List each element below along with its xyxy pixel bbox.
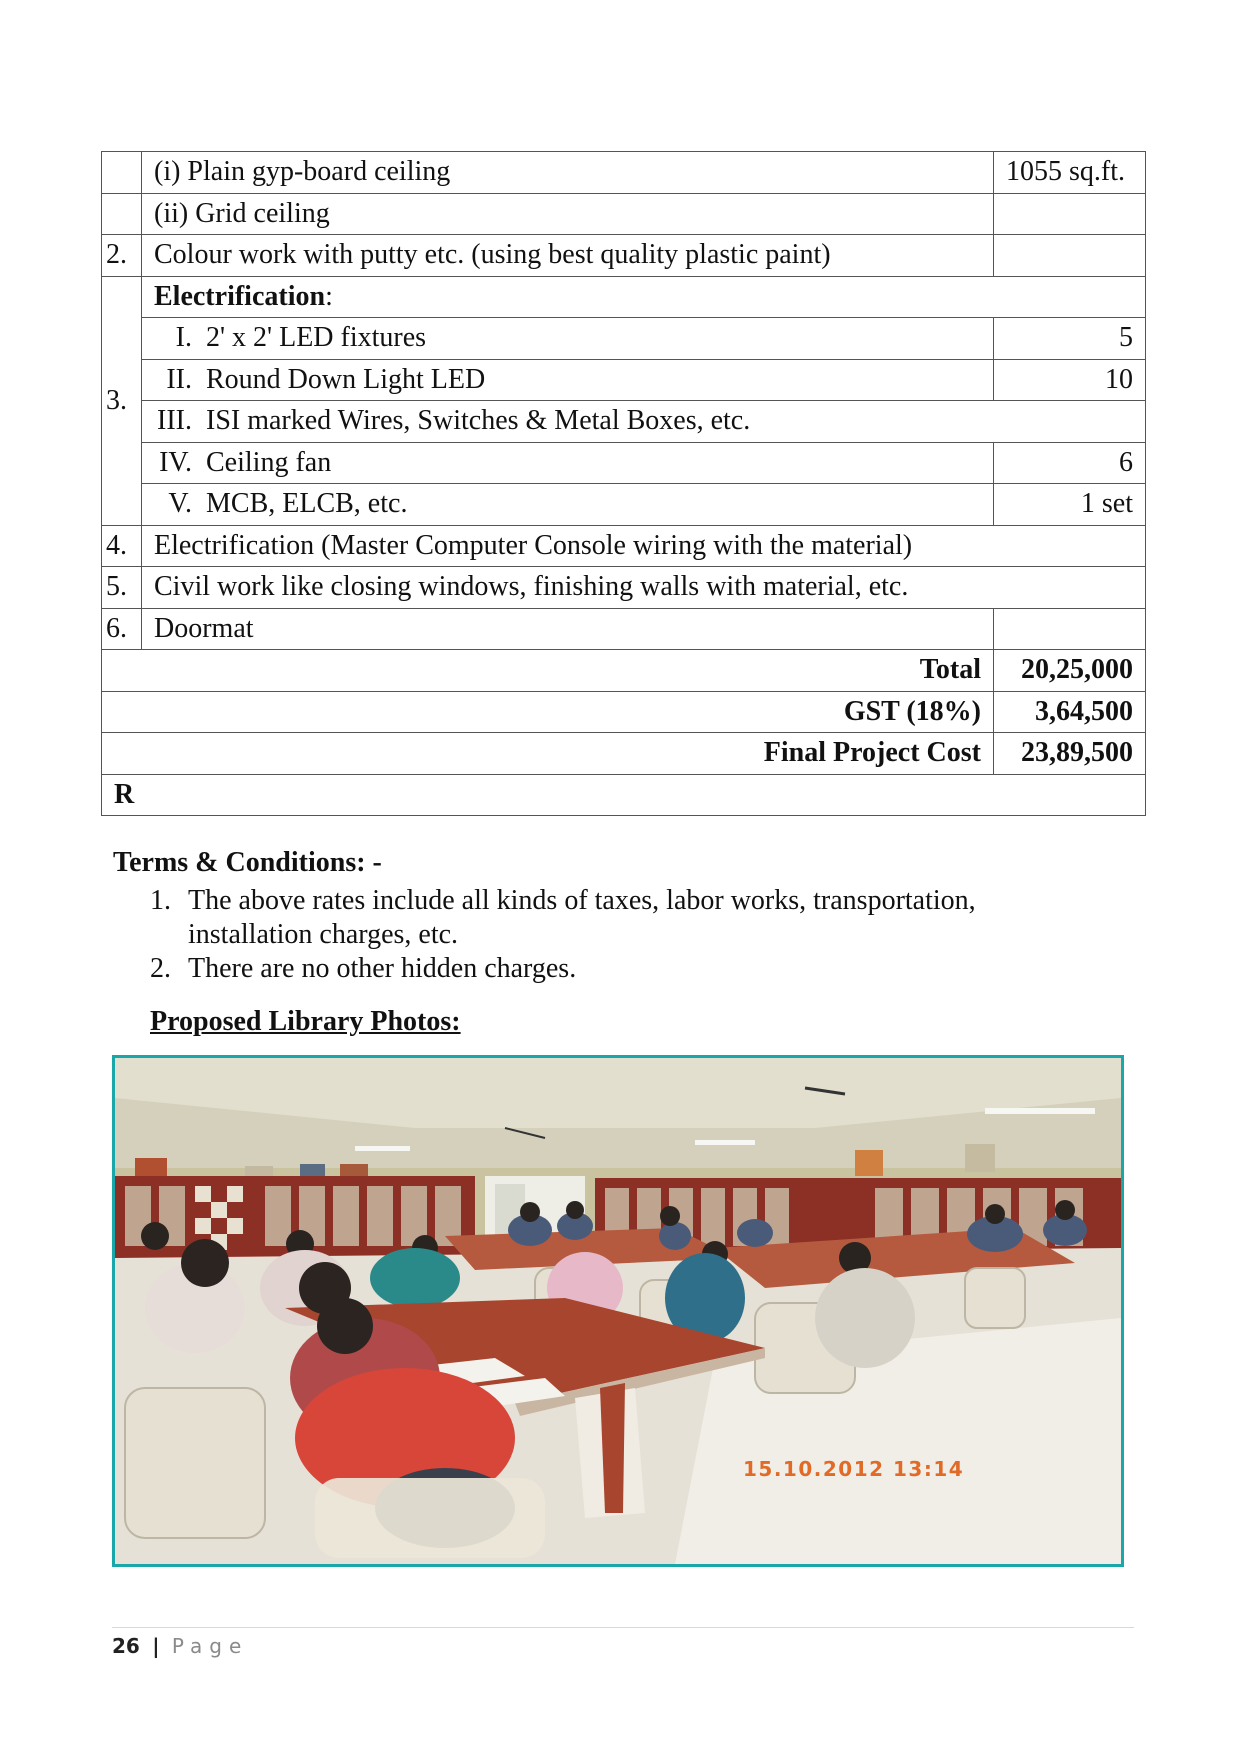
item-description: MCB, ELCB, etc. — [206, 488, 408, 520]
terms-item-number: 1. — [150, 885, 171, 916]
gst-label: GST (18%) — [102, 691, 994, 733]
item-description-cell — [142, 359, 994, 401]
final-cost-value: 23,89,500 — [994, 733, 1146, 775]
item-description: (i) Plain gyp-board ceiling — [142, 152, 994, 194]
roman-numeral: I. — [175, 322, 192, 354]
cost-table — [101, 151, 1146, 816]
item-description-cell — [142, 318, 994, 360]
table-row — [102, 525, 1146, 567]
table-row — [102, 401, 1146, 443]
item-description: Ceiling fan — [206, 446, 332, 478]
row-number: 3. — [102, 276, 142, 525]
terms-item — [150, 884, 1030, 952]
terms-list — [150, 884, 1030, 986]
roman-numeral: IV. — [159, 446, 192, 478]
library-photo — [112, 1055, 1124, 1567]
row-number: 6. — [102, 608, 142, 650]
item-quantity: 1 set — [994, 484, 1146, 526]
item-quantity: 6 — [994, 442, 1146, 484]
row-number: 5. — [102, 567, 142, 609]
item-description-cell — [142, 484, 994, 526]
item-description: Civil work like closing windows, finishing walls with material, etc. — [142, 567, 1146, 609]
page-separator: | — [152, 1634, 160, 1658]
row-number: 2. — [102, 235, 142, 277]
table-row — [102, 484, 1146, 526]
remarks-row — [102, 774, 1146, 816]
photos-heading: Proposed Library Photos: — [150, 1006, 461, 1037]
page-footer — [112, 1634, 248, 1658]
section-heading-colon: : — [325, 280, 333, 312]
table-row — [102, 193, 1146, 235]
table-row — [102, 152, 1146, 194]
roman-numeral: III. — [157, 405, 192, 437]
total-label: Total — [102, 650, 994, 692]
table-row — [102, 567, 1146, 609]
item-description: 2' x 2' LED fixtures — [206, 322, 427, 354]
total-row — [102, 650, 1146, 692]
library-photo-illustration — [115, 1058, 1121, 1564]
row-number: 4. — [102, 525, 142, 567]
row-number-cell — [102, 193, 142, 235]
final-cost-label: Final Project Cost — [102, 733, 994, 775]
item-description-cell — [142, 442, 994, 484]
table-row — [102, 276, 1146, 318]
item-description: Colour work with putty etc. (using best quality plastic paint) — [142, 235, 994, 277]
gst-value: 3,64,500 — [994, 691, 1146, 733]
terms-item — [150, 952, 1030, 986]
table-row — [102, 318, 1146, 360]
roman-numeral: V. — [168, 488, 192, 520]
roman-numeral: II. — [166, 363, 192, 395]
terms-item-text: The above rates include all kinds of taxes, labor works, transportation, installation charges, etc. — [188, 885, 976, 950]
item-quantity — [994, 608, 1146, 650]
item-description: Round Down Light LED — [206, 363, 486, 395]
page-label: Page — [171, 1634, 249, 1658]
table-row — [102, 608, 1146, 650]
footer-divider — [112, 1627, 1134, 1628]
terms-item-number: 2. — [150, 953, 171, 984]
page-number: 26 — [112, 1634, 140, 1658]
gst-row — [102, 691, 1146, 733]
table-row — [102, 235, 1146, 277]
section-heading: Electrification — [154, 280, 326, 312]
item-quantity: 1055 sq.ft. — [994, 152, 1146, 194]
item-description: (ii) Grid ceiling — [142, 193, 994, 235]
total-value: 20,25,000 — [994, 650, 1146, 692]
table-row — [102, 442, 1146, 484]
item-quantity — [994, 193, 1146, 235]
terms-heading: Terms & Conditions: - — [113, 847, 382, 878]
item-description: Electrification (Master Computer Console wiring with the material) — [142, 525, 1146, 567]
item-description: Doormat — [142, 608, 994, 650]
item-quantity: 5 — [994, 318, 1146, 360]
item-quantity — [994, 235, 1146, 277]
final-cost-row — [102, 733, 1146, 775]
table-row — [102, 359, 1146, 401]
remarks-cell: R — [102, 774, 1146, 816]
item-description: ISI marked Wires, Switches & Metal Boxes, etc. — [206, 405, 751, 437]
item-description-cell — [142, 401, 1146, 443]
row-number-cell — [102, 152, 142, 194]
photo-timestamp: 15.10.2012 13:14 — [743, 1457, 965, 1481]
item-quantity: 10 — [994, 359, 1146, 401]
terms-item-text: There are no other hidden charges. — [188, 953, 577, 984]
section-heading-cell — [142, 276, 1146, 318]
